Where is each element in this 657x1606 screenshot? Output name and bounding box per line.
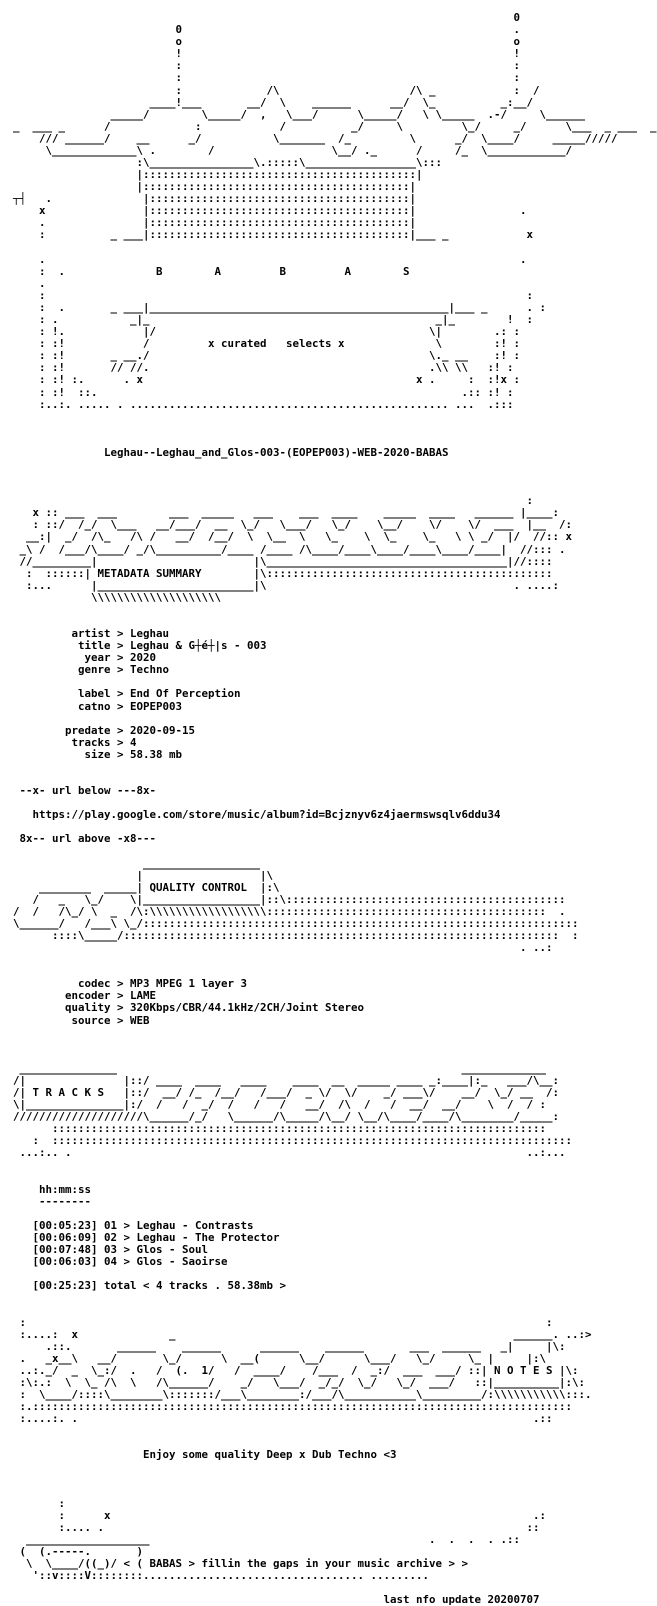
nfo-line: hh:mm:ss <box>0 1182 92 1196</box>
nfo-line: encoder > LAME <box>0 989 157 1003</box>
nfo-line: tracks > 4 <box>0 735 137 749</box>
nfo-line: last nfo update 20200707 <box>0 1593 540 1606</box>
nfo-line: / / /\_/ \ _ /\:\\\\\\\\\\\\\\\\\\::::::::::::::::::::::::::::::::::::::::::: . <box>0 904 566 918</box>
nfo-line: predate > 2020-09-15 <box>0 723 196 737</box>
nfo-line: label > End Of Perception <box>0 687 241 701</box>
nfo-line: ! ! <box>0 47 521 61</box>
nfo-line: \|_______________|:/ / / _/ / / / __/ /\ / / __/ __/ \ / / : <box>0 1098 547 1112</box>
nfo-line: Enjoy some quality Deep x Dub Techno <3 <box>0 1448 397 1462</box>
nfo-line: | |\ <box>0 868 274 882</box>
nfo-line: /| |::/ ____ ____ ____ ____ __ _____ ____ _:____|:_ ___/\__: <box>0 1073 560 1087</box>
nfo-line: __________________ <box>0 856 261 870</box>
nfo-line: [00:06:03] 04 > Glos - Saoirse <box>0 1255 228 1269</box>
nfo-line: [00:06:09] 02 > Leghau - The Protector <box>0 1230 280 1244</box>
nfo-line: : _ ___|::::::::::::::::::::::::::::::::::::::::|___ _ x <box>0 228 534 242</box>
nfo-line: ________ _____| QUALITY CONTROL |:\ <box>0 880 280 894</box>
nfo-line: [00:25:23] total < 4 tracks . 58.38mb > <box>0 1279 287 1293</box>
nfo-line: : :! ::. .:: :! : <box>0 385 514 399</box>
nfo-line: : !. |/ \| .: : <box>0 325 521 339</box>
nfo-line: Leghau--Leghau_and_Glos-003-(EOPEP003)-WEB-2020-BABAS <box>0 445 449 459</box>
nfo-line: : : <box>0 71 521 85</box>
nfo-line: x |::::::::::::::::::::::::::::::::::::::::| . <box>0 204 527 218</box>
nfo-line: : :! / x curated selects x \ :! : <box>0 337 521 351</box>
nfo-line: [00:07:48] 03 > Glos - Soul <box>0 1243 209 1257</box>
nfo-line: : <box>0 494 534 508</box>
nfo-line: : . _ ___|______________________________________________|___ _ . : <box>0 300 547 314</box>
nfo-line: : : <box>0 1315 553 1329</box>
nfo-line: : :! :. . x x . : :!x : <box>0 373 521 387</box>
nfo-line: :....:. . .:: <box>0 1412 553 1426</box>
nfo-line: genre > Techno <box>0 663 170 677</box>
nfo-line: ┬┤ . |::::::::::::::::::::::::::::::::::::::::| <box>0 192 417 206</box>
nfo-line: : : <box>0 59 521 73</box>
nfo-line: title > Leghau & G┼é┼|s - 003 <box>0 639 267 653</box>
nfo-line: . ..: <box>0 941 553 955</box>
nfo-line: : ::/ /_/ \___ __/___/ __ \_/ \___/ \_/ \__/ \/ \/ ___ |__ /: <box>0 518 573 532</box>
nfo-line: . _x__\ __/ \_/ \ __( \__/ \___/ \_/ \_ | |:\ <box>0 1351 547 1365</box>
nfo-line: ...:.. . ..:... <box>0 1146 566 1160</box>
nfo-line: _ ___ _ / : / _/ \ \_/ _/ \___ _ ___ _ <box>0 119 657 133</box>
nfo-line: : :! // //. .\\ \\ :! : <box>0 361 514 375</box>
nfo-line: 0 <box>0 11 521 25</box>
nfo-line: x :: ___ ___ ___ _____ ___ ___ ____ _____ ____ ______ |____: <box>0 506 560 520</box>
nfo-line: : :::::::::::::::::::::::::::::::::::::::::::::::::::::::::::::::::::::::::::::::: <box>0 1134 573 1148</box>
nfo-line: year > 2020 <box>0 651 157 665</box>
nfo-line: |:::::::::::::::::::::::::::::::::::::::::| <box>0 180 417 194</box>
nfo-line: : . _|_ _|_ ! : <box>0 313 534 327</box>
nfo-line: _\ / /___/\____/ _/\__________/____ /____ /\____/____\____/____\____/____| //::: . <box>0 542 566 556</box>
nfo-line: ___________________ . . . . .:: <box>0 1532 521 1546</box>
nfo-line: : . B A B A S <box>0 264 410 278</box>
nfo-line: ::::\_____/::::::::::::::::::::::::::::::::::::::::::::::::::::::::::::::::::: : <box>0 929 579 943</box>
nfo-line: source > WEB <box>0 1013 150 1027</box>
nfo-line: __:| _/ /\_ /\ / __/ /__/ \ \__ \ \_ \ \_ \_ \ \ _/ |/ //:: x <box>0 530 573 544</box>
nfo-line: _____/ \_____/ , \___/ \_____/ \ \_____ .-/ \______ <box>0 107 586 121</box>
nfo-line: : ::::::| METADATA SUMMARY |\:::::::::::::::::::::::::::::::::::::::::::: <box>0 566 553 580</box>
nfo-line: quality > 320Kbps/CBR/44.1kHz/2CH/Joint Stereo <box>0 1001 365 1015</box>
nfo-line: catno > EOPEP003 <box>0 699 183 713</box>
nfo-line: \\\\\\\\\\\\\\\\\\\\ <box>0 590 222 604</box>
nfo-line: .::. ______ ______ ______ ______ ___ ______ _| |\: <box>0 1339 566 1353</box>
nfo-line: :..:. ..... . ................................................. ... .::: <box>0 397 514 411</box>
nfo-line: --x- url below ---8x- <box>0 784 157 798</box>
nfo-line: : : <box>0 288 534 302</box>
nfo-line: :.... . :: <box>0 1520 540 1534</box>
nfo-line: :....: x _ ______. ..:> <box>0 1327 592 1341</box>
nfo-line: \ \____/((_)/ < ( BABAS > fillin the gaps in your music archive > > <box>0 1557 469 1571</box>
nfo-line: ..:._/ _ \_:/ . / (. 1/ / ____/ /___ / _:/ ___ ___/ ::| N O T E S |\: <box>0 1363 579 1377</box>
nfo-line: . . <box>0 252 527 266</box>
nfo-line: . |::::::::::::::::::::::::::::::::::::::::| <box>0 216 417 230</box>
nfo-line: \_____________\ . / \__/ ._ / /_ \____________/ <box>0 143 573 157</box>
nfo-line: /| T R A C K S |::/ __/ /_ /__/ /___/ _ \/ \/ _/ ___\/ __/ \_/ __ /: <box>0 1086 560 1100</box>
nfo-line: artist > Leghau <box>0 627 170 641</box>
nfo-line: \______/ /___\ \_/::::::::::::::::::::::::::::::::::::::::::::::::::::::::::::::::::: <box>0 916 579 930</box>
nfo-line: /// ______/ __ _/ \_______ /_ \ _/ \____/ _____///// <box>0 131 618 145</box>
nfo-line: :... |________________________|\ . ....: <box>0 578 560 592</box>
nfo-line: ////////////////////\______/_/ \______/\_____/\__/ \__/\____/____/\________/_____: <box>0 1110 560 1124</box>
nfo-line: 8x-- url above -x8--- <box>0 832 157 846</box>
nfo-line: //_________| |\_____________________________________|//:::: <box>0 554 553 568</box>
nfo-line: :\________________\.:::::\_________________\::: <box>0 156 443 170</box>
nfo-line: : x .: <box>0 1508 547 1522</box>
nfo-line: / _ \_/ \|__________________|::\::::::::::::::::::::::::::::::::::::::::::: <box>0 892 566 906</box>
nfo-line: : <box>0 1496 66 1510</box>
nfo-line: : :! _ __./ \._ __ :! : <box>0 349 521 363</box>
nfo-line: codec > MP3 MPEG 1 layer 3 <box>0 977 248 991</box>
nfo-line: ( (.-----. ) <box>0 1545 469 1558</box>
nfo-line: _______________ _____________ <box>0 1061 547 1075</box>
nfo-line: |::::::::::::::::::::::::::::::::::::::::::| <box>0 168 423 182</box>
nfo-line: : \____/::::\________\:::::::/___\________:/___/\___________\_________/:\\\\\\\\\\\:::. <box>0 1387 592 1401</box>
nfo-line: o o <box>0 35 521 49</box>
nfo-line: : /\ /\ _ : / <box>0 83 540 97</box>
nfo-line: . <box>0 276 46 290</box>
nfo-line: :::::::::::::::::::::::::::::::::::::::::::::::::::::::::::::::::::::::::::: <box>0 1122 547 1136</box>
nfo-line: https://play.google.com/store/music/album?id=Bcjznyv6z4jaermswsqlv6ddu34 <box>0 808 501 822</box>
nfo-line: :\:.: \ \_ /\ \ /\______/ _/ \___/ _/_/ \_/ \_/ ___/ ::|__________|:\: <box>0 1375 586 1389</box>
nfo-line: :.::::::::::::::::::::::::::::::::::::::::::::::::::::::::::::::::::::::::::::::::::: <box>0 1400 573 1414</box>
nfo-line: -------- <box>0 1194 92 1208</box>
nfo-line: 0 . <box>0 23 521 37</box>
nfo-line: size > 58.38 mb <box>0 747 183 761</box>
nfo-line: ____!___ __/ \ ______ __/ \_ _:__/ <box>0 95 534 109</box>
nfo-line: [00:05:23] 01 > Leghau - Contrasts <box>0 1218 254 1232</box>
nfo-line: '::v::::V::::::::.................................. ......... <box>0 1569 430 1583</box>
